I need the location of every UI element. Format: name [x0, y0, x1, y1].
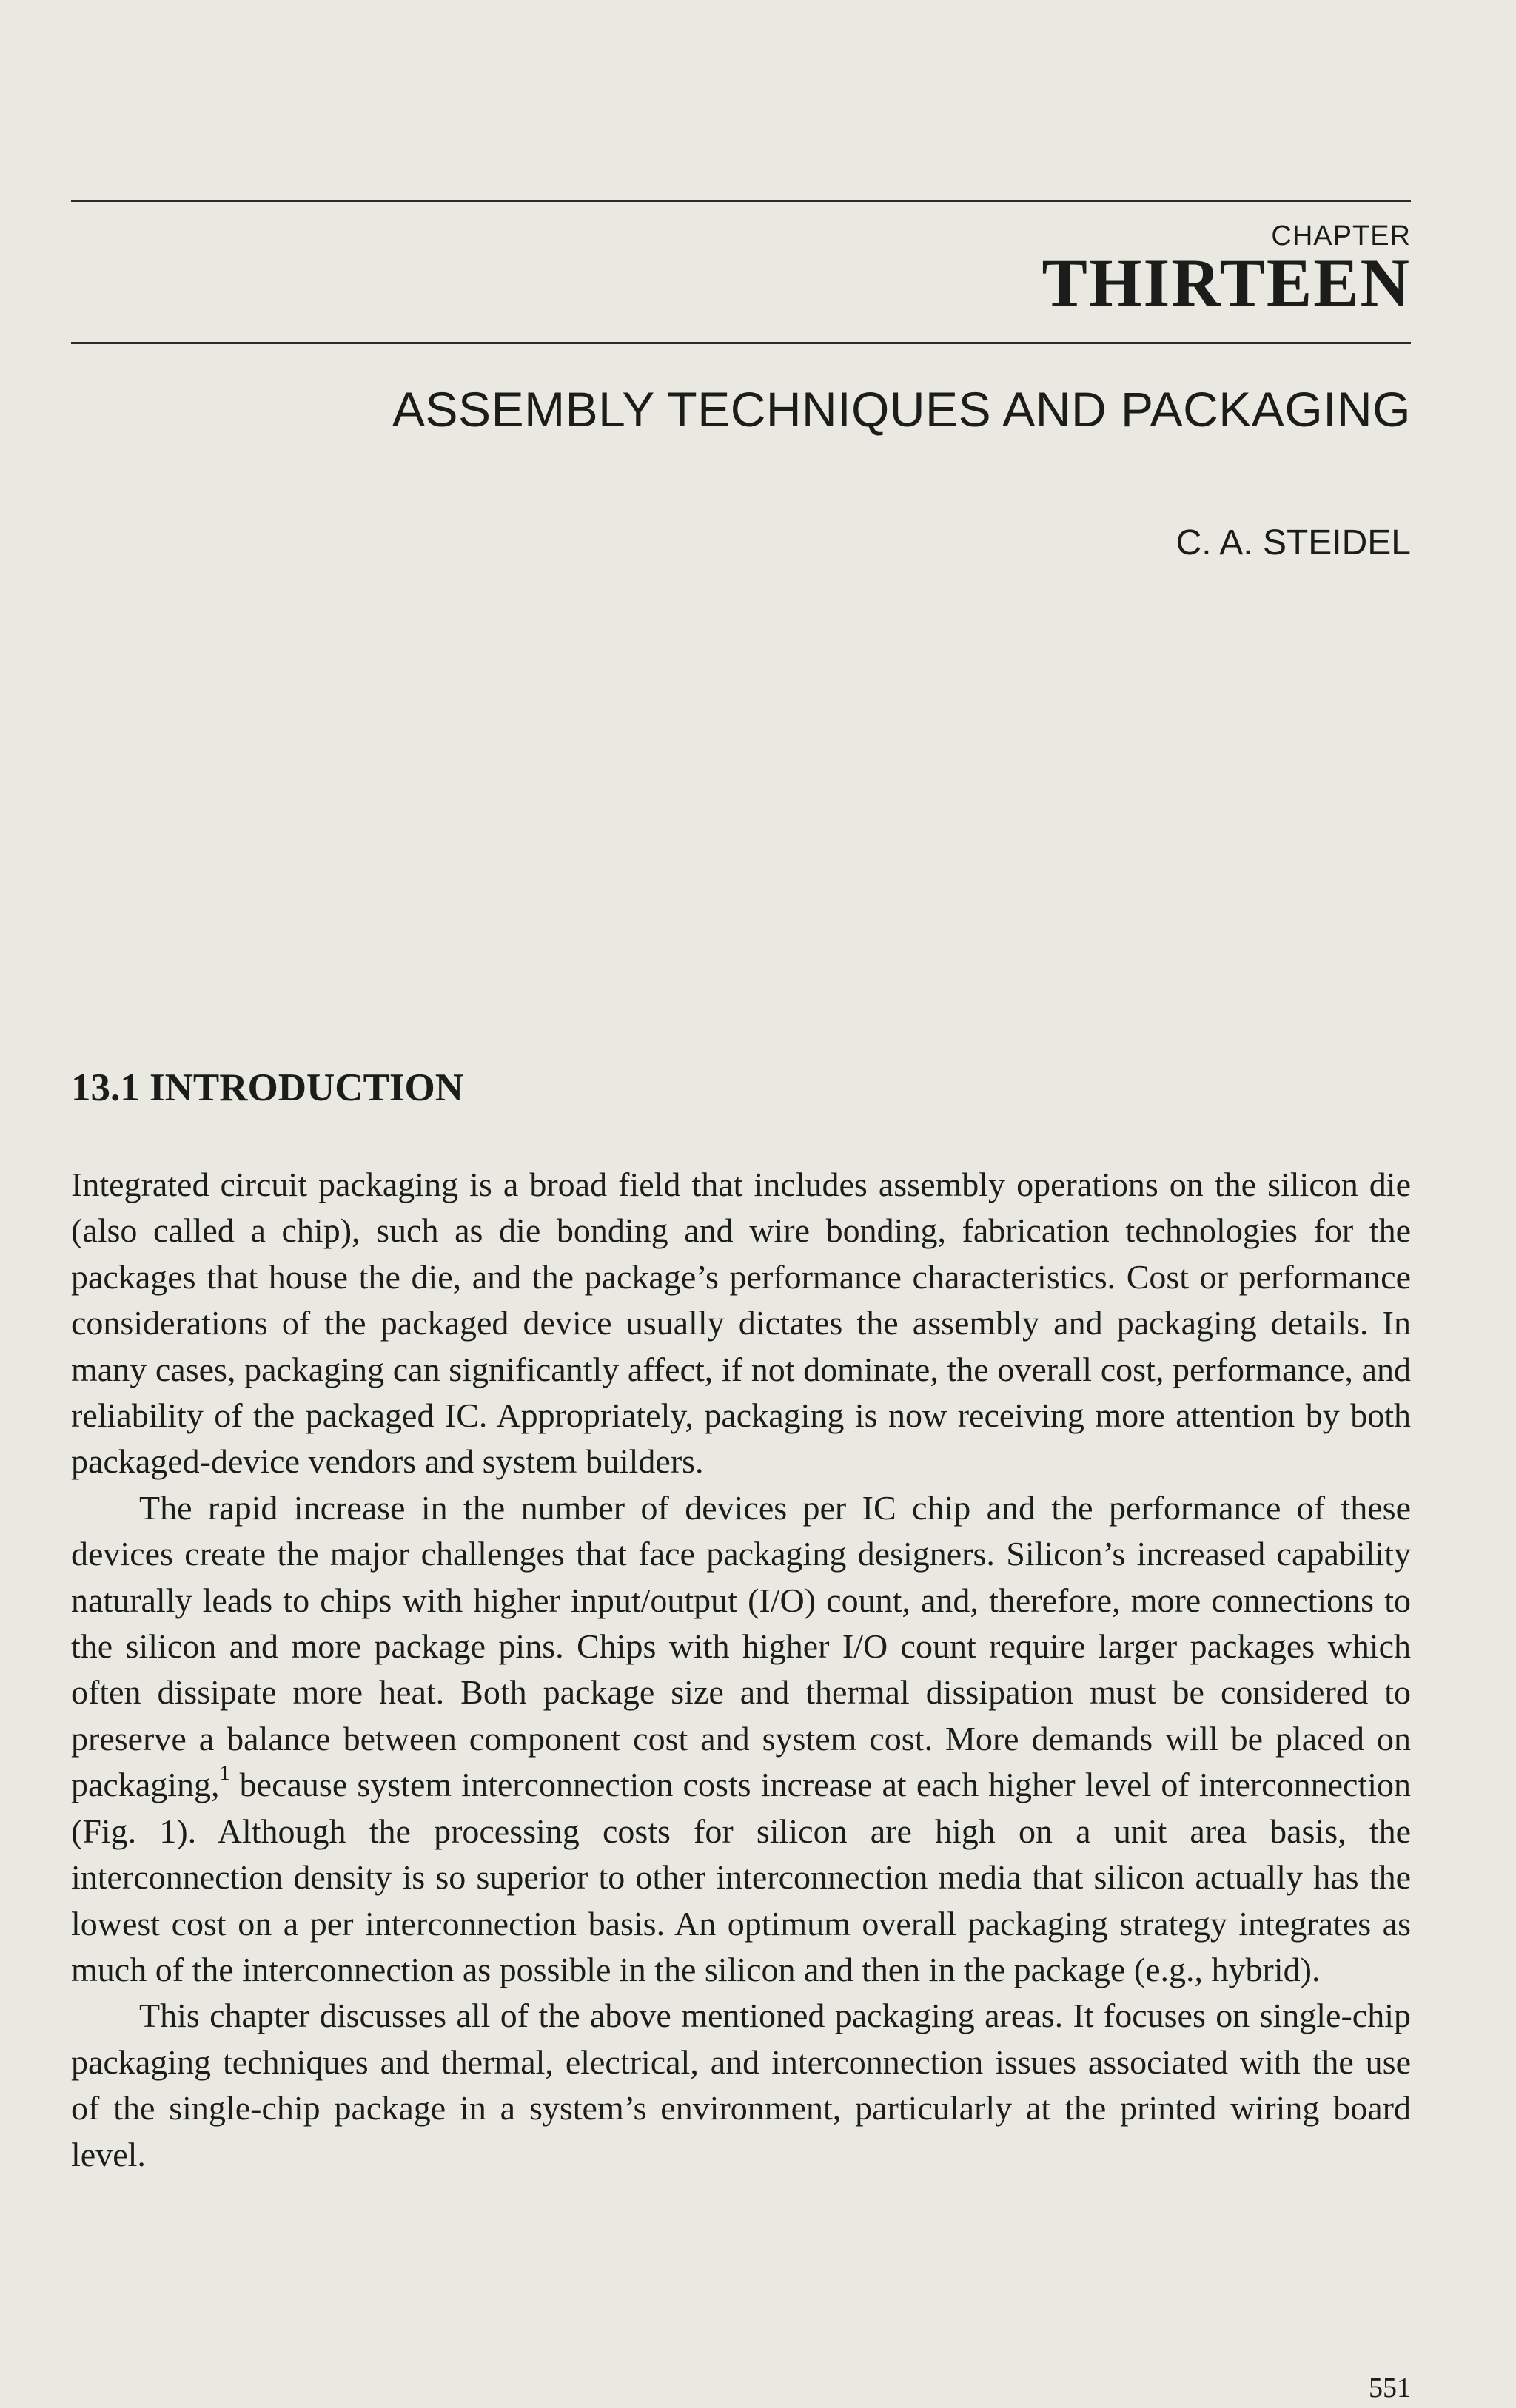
paragraph-2-text-a: The rapid increase in the number of devices per IC chip and the performance of these devices create the major challenges that face packaging designers. Silicon’s increased capability naturally leads to chips with higher input/output (I/O) count, and, therefore, more connections to the silicon and more package pins. Chips with higher I/O count require larger packages which often dissipate more heat. Both package size and thermal dissipation must be considered to preserve a balance between component cost and system cost. More demands will be placed on packaging, [71, 1488, 1411, 1804]
header-top-rule [71, 200, 1411, 202]
body-text [71, 1162, 1411, 2178]
footnote-reference: 1 [219, 1762, 230, 1786]
paragraph-3: This chapter discusses all of the above mentioned packaging areas. It focuses on single-chip packaging techniques and thermal, electrical, and interconnection issues associated with the use of the single-chip package in a system’s environment, particularly at the printed wiring board level. [71, 1997, 1411, 2173]
author-name: C. A. STEIDEL [1175, 523, 1411, 562]
paragraph-2-text-b: because system interconnection costs increase at each higher level of interconnection (Fig. 1). Although the processing costs for silicon are high on a unit area basis, the interconnection density is so superior to other interconnection media that silicon actually has the lowest cost on a per interconnection basis. An optimum overall packaging strategy integrates as much of the interconnection as possible in the silicon and then in the package (e.g., hybrid). [71, 1766, 1411, 1988]
paragraph-1: Integrated circuit packaging is a broad field that includes assembly operations on the silicon die (also called a chip), such as die bonding and wire bonding, fabrication technologies for the packages that house the die, and the package’s performance characteristics. Cost or performance considerations of the packaged device usually dictates the assembly and packaging details. In many cases, packaging can significantly affect, if not dominate, the overall cost, performance, and reliability of the packaged IC. Appropriately, packaging is now receiving more attention by both packaged-device vendors and system builders. [71, 1166, 1411, 1481]
chapter-title: ASSEMBLY TECHNIQUES AND PACKAGING [392, 382, 1411, 437]
chapter-number: THIRTEEN [1042, 245, 1411, 320]
section-heading: 13.1 INTRODUCTION [71, 1066, 464, 1109]
book-page [71, 0, 1411, 2408]
header-bottom-rule [71, 342, 1411, 344]
chapter-label: CHAPTER [1271, 221, 1411, 252]
page-number: 551 [1369, 2372, 1411, 2404]
paragraph-2 [71, 1485, 1411, 1993]
